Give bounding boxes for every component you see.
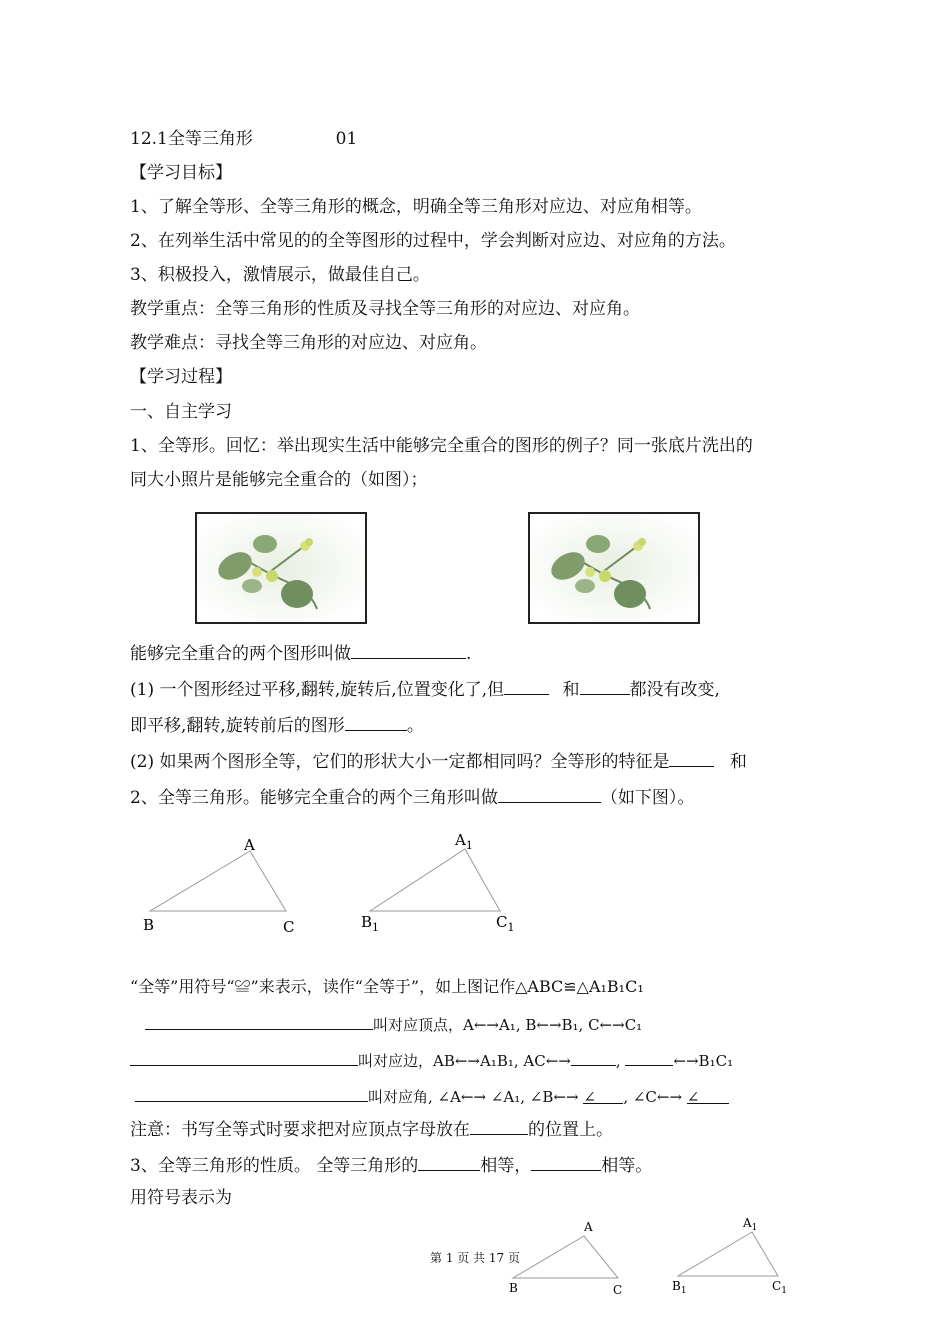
vertex-line: [145, 1011, 642, 1037]
fill-congruent-figure-end: .: [466, 644, 472, 664]
doc-title-code: 01: [335, 129, 358, 149]
item-3-text-c: 相等。: [601, 1156, 653, 1176]
question-1-text-e: 。: [406, 716, 424, 736]
item-3-line: [130, 1152, 652, 1178]
blank-angle-2[interactable]: [583, 1085, 623, 1104]
blank-q1-1[interactable]: [504, 676, 549, 695]
item-1-line-2: 同大小照片是能够完全重合的（如图）；: [130, 470, 428, 490]
goal-2: 2、在列举生活中常见的的全等图形的过程中，学会判断对应边、对应角的方法。: [130, 231, 736, 251]
label-a1-2: $A_1$: [743, 1216, 758, 1233]
angle-text-a: 叫对应角, ∠A←→ ∠A₁, ∠B←→: [368, 1088, 579, 1106]
label-c1-2: $C_1$: [772, 1279, 787, 1296]
difficulty: 教学难点：寻找全等三角形的对应边、对应角。: [130, 333, 487, 353]
question-2-line: [130, 748, 747, 774]
item-2-text-a: 2、全等三角形。能够完全重合的两个三角形叫做: [130, 788, 498, 808]
blank-angle-3[interactable]: [687, 1085, 729, 1104]
side-text-a: 叫对应边，AB←→A₁B₁, AC←→: [358, 1052, 571, 1070]
note-line: [130, 1116, 613, 1142]
doc-title: 12.1全等三角形: [130, 129, 253, 149]
side-text-c: ←→B₁C₁: [673, 1052, 734, 1070]
angle-line: [135, 1083, 729, 1109]
blank-q2-1[interactable]: [669, 748, 714, 767]
section-goals-heading: 【学习目标】: [130, 163, 232, 183]
blank-q1-2[interactable]: [580, 676, 630, 695]
section-process-heading: 【学习过程】: [130, 367, 232, 387]
blank-note[interactable]: [470, 1116, 528, 1135]
triangle-a1b1c1: [370, 849, 500, 911]
angle-text-c: , ∠C←→: [623, 1088, 683, 1106]
question-2-text-a: (2) 如果两个图形全等，它们的形状大小一定都相同吗？全等形的特征是: [130, 752, 670, 772]
question-1-line-2: [130, 712, 424, 738]
question-1-line-1: [130, 676, 720, 702]
blank-congruent-triangle[interactable]: [498, 784, 601, 803]
label-a: A: [244, 836, 255, 854]
blank-side-3[interactable]: [625, 1047, 673, 1066]
side-text-b: ,: [615, 1052, 621, 1070]
blank-item3-1[interactable]: [418, 1152, 480, 1171]
blank-angle[interactable]: [135, 1083, 368, 1102]
flower-photo-right: [528, 512, 700, 624]
triangle-abc: [150, 851, 286, 911]
label-a-2: A: [584, 1220, 593, 1234]
item-3-text-b: 相等，: [480, 1156, 532, 1176]
doc-title-line: [130, 127, 357, 151]
label-b1: $B_1$: [361, 913, 380, 934]
triangles-figure-1: [130, 825, 530, 940]
label-b1-2: $B_1$: [672, 1279, 687, 1296]
label-a1: $A_1$: [455, 831, 473, 852]
question-1-text-d: 即平移,翻转,旋转前后的图形: [130, 716, 345, 736]
question-1-text-c: 都没有改变,: [629, 680, 720, 700]
blank-side-2[interactable]: [571, 1047, 616, 1066]
note-text-a: 注意：书写全等式时要求把对应顶点字母放在: [130, 1120, 470, 1140]
fill-congruent-figure: [130, 640, 471, 666]
label-c-2: C: [613, 1283, 623, 1297]
angle-symbol-1: ∠: [583, 1088, 596, 1106]
item-2-text-b: （如下图）。: [600, 788, 695, 808]
vertex-text: 叫对应顶点，A←→A₁, B←→B₁, C←→C₁: [373, 1016, 643, 1034]
item-3-text-a: 3、全等三角形的性质。 全等三角形的: [130, 1156, 419, 1176]
item-2-line: [130, 784, 694, 810]
question-2-text-b: 和: [729, 752, 747, 772]
side-line: [130, 1047, 733, 1073]
label-b: B: [143, 916, 155, 934]
blank-vertex[interactable]: [145, 1011, 373, 1030]
flower-photo-left: [195, 512, 367, 624]
symbol-expression: 用符号表示为: [130, 1188, 232, 1208]
question-1-text-b: 和: [562, 680, 580, 700]
item-1-line-1: 1、全等形。回忆：举出现实生活中能够完全重合的图形的例子？同一张底片洗出的: [130, 436, 753, 456]
blank-congruent-figure[interactable]: [351, 640, 466, 659]
label-c1: $C_1$: [496, 913, 515, 934]
key-point: 教学重点：全等三角形的性质及寻找全等三角形的对应边、对应角。: [130, 299, 640, 319]
goal-1: 1、了解全等形、全等三角形的概念，明确全等三角形对应边、对应角相等。: [130, 197, 702, 217]
label-c: C: [283, 918, 295, 936]
symbol-line: “全等”用符号“≌”来表示，读作“全等于”，如上图记作△ABC≌△A₁B₁C₁: [130, 977, 644, 996]
blank-q1-3[interactable]: [345, 712, 407, 731]
angle-symbol-2: ∠: [686, 1088, 700, 1106]
fill-congruent-figure-text: 能够完全重合的两个图形叫做: [130, 644, 351, 664]
note-text-b: 的位置上。: [528, 1120, 613, 1140]
page-footer: 第 1 页 共 17 页: [430, 1251, 520, 1265]
part-1-heading: 一、自主学习: [130, 402, 232, 422]
blank-side[interactable]: [130, 1047, 358, 1066]
blank-item3-2[interactable]: [531, 1152, 601, 1171]
label-b-2: B: [509, 1281, 518, 1295]
question-1-text-a: (1) 一个图形经过平移,翻转,旋转后,位置变化了,但: [130, 680, 505, 700]
goal-3: 3、积极投入，激情展示，做最佳自己。: [130, 265, 430, 285]
